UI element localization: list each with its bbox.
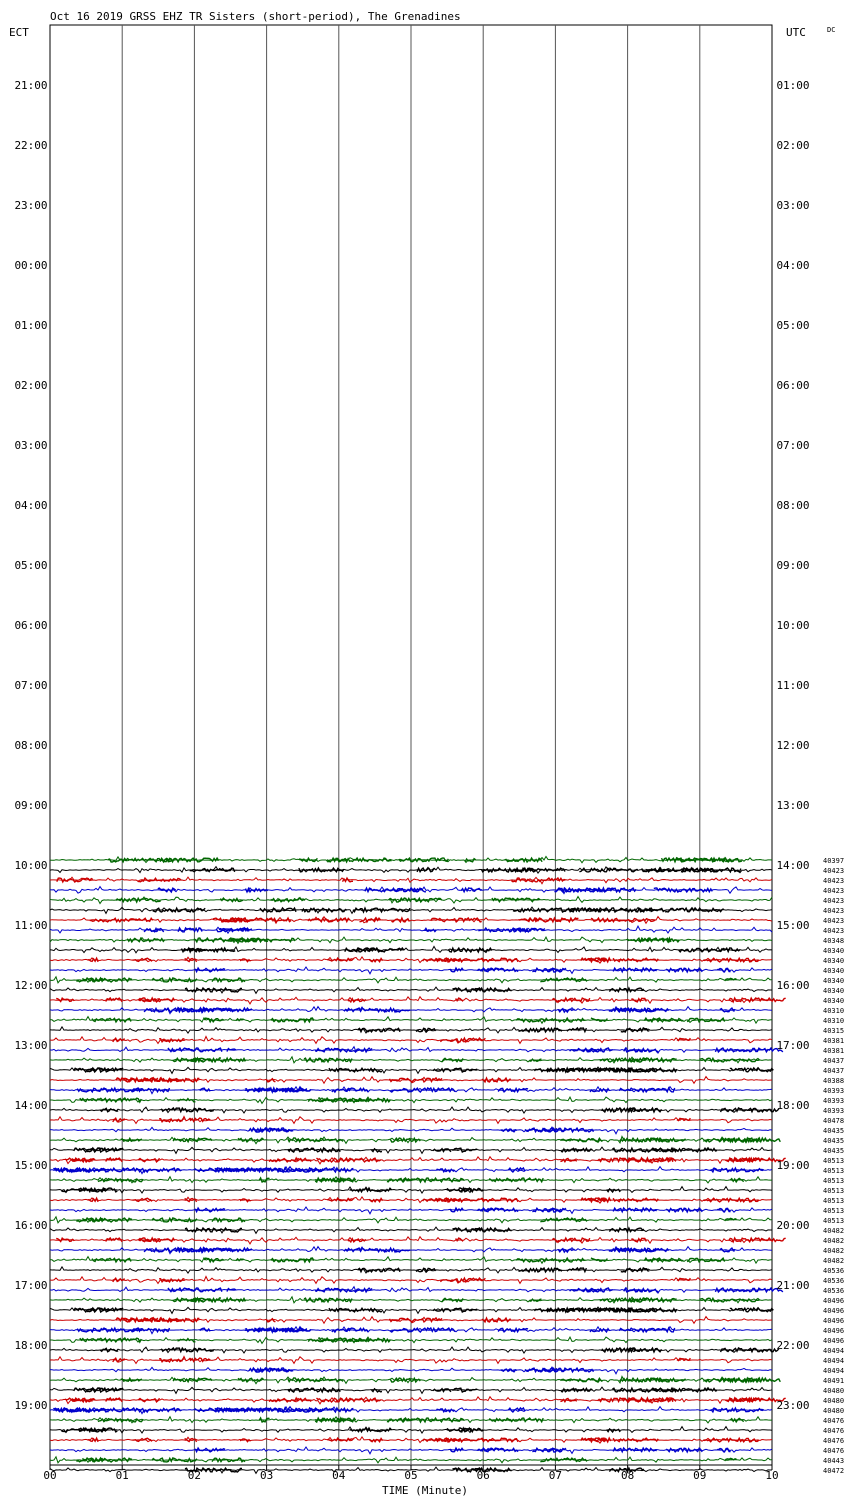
row-value: 40536 bbox=[823, 1267, 845, 1275]
left-hour-label: 01:00 bbox=[14, 319, 48, 332]
row-value: 40472 bbox=[823, 1467, 845, 1475]
row-value: 40310 bbox=[823, 1007, 845, 1015]
row-value: 40348 bbox=[823, 937, 845, 945]
trace-burst bbox=[440, 1038, 485, 1042]
left-hour-label: 05:00 bbox=[14, 559, 48, 572]
trace-burst bbox=[288, 1138, 344, 1142]
left-hour-label: 13:00 bbox=[14, 1039, 48, 1052]
trace-burst bbox=[613, 1208, 657, 1212]
trace-burst bbox=[127, 938, 165, 942]
row-value: 40494 bbox=[823, 1347, 845, 1355]
left-hour-label: 17:00 bbox=[14, 1279, 48, 1292]
trace-burst bbox=[229, 1058, 246, 1062]
row-value: 40476 bbox=[823, 1447, 845, 1455]
row-value: 40340 bbox=[823, 947, 845, 955]
right-hour-label: 01:00 bbox=[776, 79, 810, 92]
row-value: 40482 bbox=[823, 1257, 845, 1265]
row-value: 40496 bbox=[823, 1317, 845, 1325]
row-value: 40491 bbox=[823, 1377, 845, 1385]
row-value: 40393 bbox=[823, 1107, 845, 1115]
trace-burst bbox=[516, 1258, 575, 1262]
trace-burst bbox=[246, 889, 269, 892]
row-value: 40494 bbox=[823, 1357, 845, 1365]
trace-burst bbox=[190, 868, 235, 872]
right-hour-label: 07:00 bbox=[776, 439, 810, 452]
row-value: 40340 bbox=[823, 997, 845, 1005]
row-value: 40496 bbox=[823, 1297, 845, 1305]
row-value: 40513 bbox=[823, 1197, 845, 1205]
row-value: 40513 bbox=[823, 1187, 845, 1195]
x-tick-label: 06 bbox=[476, 1469, 490, 1482]
row-value: 40381 bbox=[823, 1037, 845, 1045]
left-hour-label: 21:00 bbox=[14, 79, 48, 92]
x-tick-label: 02 bbox=[187, 1469, 202, 1482]
right-hour-label: 03:00 bbox=[776, 199, 810, 212]
trace-burst bbox=[665, 908, 724, 912]
row-value: 40423 bbox=[823, 927, 845, 935]
right-hour-label: 06:00 bbox=[776, 379, 810, 392]
row-value: 40496 bbox=[823, 1337, 845, 1345]
x-tick-label: 01 bbox=[115, 1469, 129, 1482]
left-hour-label: 04:00 bbox=[14, 499, 48, 512]
row-value: 40340 bbox=[823, 977, 845, 985]
trace-burst bbox=[560, 1159, 577, 1162]
trace-burst bbox=[116, 898, 161, 902]
right-hour-label: 02:00 bbox=[776, 139, 810, 152]
row-value: 40381 bbox=[823, 1047, 845, 1055]
right-hour-label: 17:00 bbox=[776, 1039, 810, 1052]
trace-burst bbox=[575, 1259, 586, 1262]
trace-burst bbox=[482, 1448, 499, 1452]
row-value: 40513 bbox=[823, 1167, 845, 1175]
left-hour-label: 16:00 bbox=[14, 1219, 48, 1232]
right-hour-label: 08:00 bbox=[776, 499, 810, 512]
right-hour-label: 22:00 bbox=[776, 1339, 810, 1352]
trace-burst bbox=[730, 1418, 744, 1422]
x-tick-label: 05 bbox=[404, 1469, 418, 1482]
corner-tag: DC bbox=[827, 26, 836, 34]
left-hour-label: 03:00 bbox=[14, 439, 48, 452]
trace-burst bbox=[318, 1098, 384, 1102]
trace-burst bbox=[390, 1378, 420, 1382]
trace-burst bbox=[391, 918, 409, 922]
seismic-traces bbox=[50, 857, 786, 1474]
trace-burst bbox=[329, 1068, 374, 1072]
row-value: 40494 bbox=[823, 1367, 845, 1375]
x-tick-label: 03 bbox=[259, 1469, 274, 1482]
right-hour-label: 14:00 bbox=[776, 859, 810, 872]
row-value: 40423 bbox=[823, 907, 845, 915]
left-hour-label: 12:00 bbox=[14, 979, 48, 992]
left-axis-label: ECT bbox=[9, 26, 29, 39]
row-value: 40423 bbox=[823, 877, 845, 885]
trace-burst bbox=[90, 918, 153, 922]
row-value: 40482 bbox=[823, 1237, 845, 1245]
row-value: 40340 bbox=[823, 987, 845, 995]
trace-burst bbox=[200, 1088, 211, 1091]
row-value: 40435 bbox=[823, 1147, 845, 1155]
trace-burst bbox=[730, 1178, 744, 1182]
trace-burst bbox=[607, 1189, 621, 1192]
left-hour-label: 14:00 bbox=[14, 1099, 48, 1112]
right-hour-label: 20:00 bbox=[776, 1219, 810, 1232]
trace-burst bbox=[717, 1208, 731, 1211]
row-value: 40513 bbox=[823, 1157, 845, 1165]
row-value: 40388 bbox=[823, 1077, 845, 1085]
trace-burst bbox=[575, 1019, 586, 1022]
trace-burst bbox=[113, 1038, 125, 1042]
x-tick-label: 10 bbox=[765, 1469, 779, 1482]
trace-burst bbox=[144, 1009, 158, 1012]
trace-burst bbox=[717, 1448, 731, 1451]
x-tick-label: 04 bbox=[332, 1469, 346, 1482]
left-hour-label: 06:00 bbox=[14, 619, 48, 632]
row-value: 40536 bbox=[823, 1287, 845, 1295]
row-value: 40536 bbox=[823, 1277, 845, 1285]
left-hour-label: 23:00 bbox=[14, 199, 48, 212]
trace-burst bbox=[200, 1328, 211, 1331]
trace-burst bbox=[318, 1338, 384, 1342]
trace-burst bbox=[560, 1399, 577, 1402]
row-value: 40480 bbox=[823, 1397, 845, 1405]
row-value: 40482 bbox=[823, 1227, 845, 1235]
trace-burst bbox=[666, 1448, 702, 1452]
row-value: 40423 bbox=[823, 917, 845, 925]
row-value: 40393 bbox=[823, 1097, 845, 1105]
row-value: 40437 bbox=[823, 1057, 845, 1065]
row-value: 40437 bbox=[823, 1067, 845, 1075]
left-hour-label: 18:00 bbox=[14, 1339, 48, 1352]
trace-burst bbox=[558, 1009, 575, 1012]
row-value: 40423 bbox=[823, 887, 845, 895]
x-tick-label: 08 bbox=[620, 1469, 635, 1482]
x-tick-label: 07 bbox=[548, 1469, 563, 1482]
left-hour-label: 19:00 bbox=[14, 1399, 48, 1412]
row-value: 40340 bbox=[823, 957, 845, 965]
left-hour-label: 22:00 bbox=[14, 139, 48, 152]
left-hour-label: 11:00 bbox=[14, 919, 48, 932]
row-value: 40478 bbox=[823, 1117, 845, 1125]
trace-burst bbox=[177, 1339, 195, 1342]
hour-labels bbox=[14, 79, 809, 1412]
right-hour-label: 15:00 bbox=[776, 919, 810, 932]
row-value: 40443 bbox=[823, 1457, 845, 1465]
row-value: 40435 bbox=[823, 1137, 845, 1145]
x-tick-labels bbox=[43, 1465, 778, 1482]
left-hour-label: 08:00 bbox=[14, 739, 48, 752]
trace-burst bbox=[113, 1278, 125, 1282]
row-value: 40496 bbox=[823, 1327, 845, 1335]
right-hour-label: 04:00 bbox=[776, 259, 810, 272]
left-hour-label: 07:00 bbox=[14, 679, 48, 692]
row-value: 40315 bbox=[823, 1027, 845, 1035]
right-hour-label: 16:00 bbox=[776, 979, 810, 992]
chart-title: Oct 16 2019 GRSS EHZ TR Sisters (short-period), The Grenadines bbox=[50, 10, 461, 23]
trace-burst bbox=[177, 1099, 195, 1102]
row-value: 40496 bbox=[823, 1307, 845, 1315]
trace-burst bbox=[332, 858, 392, 862]
trace-burst bbox=[717, 968, 731, 971]
row-value: 40423 bbox=[823, 897, 845, 905]
trace-burst bbox=[113, 1118, 125, 1122]
trace-burst bbox=[139, 1158, 160, 1162]
row-value: 40340 bbox=[823, 967, 845, 975]
trace-burst bbox=[482, 1208, 499, 1212]
left-hour-label: 15:00 bbox=[14, 1159, 48, 1172]
row-values bbox=[823, 857, 844, 1475]
left-hour-label: 02:00 bbox=[14, 379, 48, 392]
row-value: 40513 bbox=[823, 1177, 845, 1185]
right-hour-label: 18:00 bbox=[776, 1099, 810, 1112]
trace-burst bbox=[613, 1448, 657, 1452]
trace-burst bbox=[482, 968, 499, 972]
right-hour-label: 09:00 bbox=[776, 559, 810, 572]
trace-burst bbox=[139, 1398, 160, 1402]
trace-burst bbox=[607, 1429, 621, 1432]
trace-burst bbox=[100, 1108, 118, 1111]
x-tick-label: 09 bbox=[693, 1469, 707, 1482]
left-hour-label: 10:00 bbox=[14, 859, 48, 872]
right-hour-label: 10:00 bbox=[776, 619, 810, 632]
trace-burst bbox=[613, 1438, 658, 1442]
row-value: 40513 bbox=[823, 1217, 845, 1225]
right-hour-label: 05:00 bbox=[776, 319, 810, 332]
trace-burst bbox=[329, 1308, 374, 1312]
x-axis-label: TIME (Minute) bbox=[381, 1484, 469, 1497]
row-value: 40480 bbox=[823, 1407, 845, 1415]
x-tick-label: 00 bbox=[43, 1469, 57, 1482]
trace-burst bbox=[417, 868, 435, 872]
left-hour-label: 00:00 bbox=[14, 259, 48, 272]
trace-burst bbox=[390, 1088, 455, 1092]
trace-burst bbox=[613, 968, 657, 972]
trace-burst bbox=[113, 1358, 125, 1362]
trace-burst bbox=[229, 1298, 246, 1302]
trace-burst bbox=[666, 1208, 702, 1212]
row-value: 40513 bbox=[823, 1207, 845, 1215]
trace-burst bbox=[666, 968, 702, 972]
row-value: 40476 bbox=[823, 1437, 845, 1445]
row-value: 40397 bbox=[823, 857, 845, 865]
row-value: 40480 bbox=[823, 1387, 845, 1395]
right-hour-label: 11:00 bbox=[776, 679, 810, 692]
trace-burst bbox=[390, 1138, 420, 1142]
right-hour-label: 23:00 bbox=[776, 1399, 810, 1412]
row-value: 40476 bbox=[823, 1427, 845, 1435]
trace-burst bbox=[440, 1278, 485, 1282]
row-value: 40393 bbox=[823, 1087, 845, 1095]
trace-burst bbox=[144, 1249, 158, 1252]
row-value: 40423 bbox=[823, 867, 845, 875]
right-hour-label: 21:00 bbox=[776, 1279, 810, 1292]
trace-burst bbox=[288, 1378, 344, 1382]
right-hour-label: 19:00 bbox=[776, 1159, 810, 1172]
trace-burst bbox=[56, 998, 74, 1001]
trace-burst bbox=[108, 858, 174, 862]
right-hour-label: 12:00 bbox=[776, 739, 810, 752]
trace-burst bbox=[558, 1249, 575, 1252]
trace-burst bbox=[516, 1018, 575, 1022]
row-value: 40435 bbox=[823, 1127, 845, 1135]
row-value: 40482 bbox=[823, 1247, 845, 1255]
trace-burst bbox=[138, 878, 182, 882]
row-value: 40310 bbox=[823, 1017, 845, 1025]
trace-burst bbox=[613, 958, 658, 962]
trace-burst bbox=[56, 1238, 74, 1241]
trace-burst bbox=[271, 898, 306, 902]
trace-burst bbox=[100, 1348, 118, 1351]
trace-burst bbox=[390, 1328, 455, 1332]
right-hour-label: 13:00 bbox=[776, 799, 810, 812]
right-axis-label: UTC bbox=[786, 26, 806, 39]
left-hour-label: 09:00 bbox=[14, 799, 48, 812]
trace-burst bbox=[613, 1198, 658, 1202]
row-value: 40476 bbox=[823, 1417, 845, 1425]
